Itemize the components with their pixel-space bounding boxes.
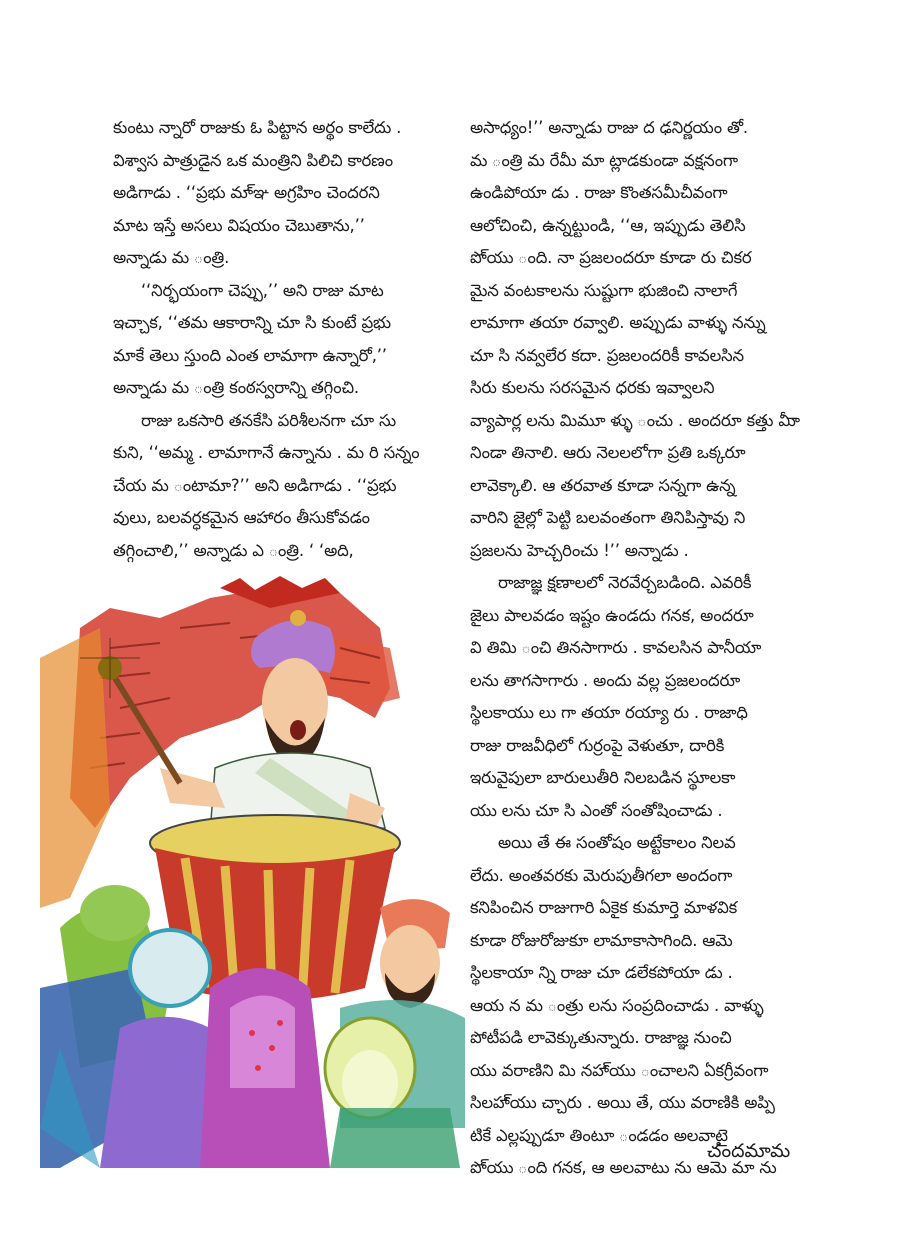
- text-line: రాజు ఒకసారి తనకేసి పరిశీలనగా చూ సు: [141, 410, 397, 430]
- text-line: అడిగాడు . ‘‘ప్రభు మా్ఞ అగ్రహిం చెందరని: [113, 183, 380, 202]
- text-line: లను తాగసాగారు . అందు వల్ల ప్రజలందరూ: [470, 670, 741, 690]
- text-line: ప్రజలను హెచ్చరించు !’’ అన్నాడు .: [470, 540, 689, 560]
- text-line: లేదు. అంతవరకు మెరుపుతీగలా అందంగా: [470, 865, 733, 885]
- text-line: యు లను చూ సి ఎంతో సంతోషించాడు .: [470, 800, 723, 820]
- paragraph-3: [113, 405, 455, 568]
- text-line: ఆలోచించి, ఉన్నట్టుండి, ‘‘ఆ, ఇప్పుడు తెలిసి: [470, 215, 746, 235]
- left-column: [113, 112, 455, 567]
- text-line: విశ్వాస పాత్రుడైన ఒక మంత్రిని పిలిచి కారణం: [113, 150, 393, 170]
- text-line: స్థిలకాయు లు గా తయా రయ్యా రు . రాజాధి: [470, 703, 748, 722]
- text-line: ఇరువైపులా బారులుతీరి నిలబడిన స్థూలకా: [470, 768, 736, 787]
- text-line: కుని, ‘‘అమ్మ . లామాగానే ఉన్నాను . మ రి సన్నం: [113, 443, 420, 462]
- text-line: పొ్యు ంది గనక, ఆ అలవాటు ను ఆమె మా ను: [470, 1158, 777, 1177]
- text-line: చూ సి నవ్వలేర కదా. ప్రజలందరికీ కావలసిన: [470, 345, 744, 365]
- magazine-name: చందమామ: [707, 1140, 791, 1162]
- text-line: నిండా తినాలి. ఆరు నెలలలోగా ప్రతి ఒక్కరూ: [470, 443, 746, 462]
- text-line: స్థిలకాయా న్ని రాజు చూ డలేకపోయా డు .: [470, 963, 733, 982]
- text-line: ఆయ న మ ంత్రు లను సంప్రదించాడు . వాళ్ళు: [470, 995, 764, 1015]
- right-column: [470, 112, 818, 1185]
- paragraph-2: [470, 567, 818, 827]
- text-line: అన్నాడు మ ంత్రి.: [113, 248, 230, 267]
- text-line: మాకే తెలు స్తుంది ఎంత లామాగా ఉన్నారో,’’: [113, 345, 387, 365]
- text-line: అసాధ్యం!’’ అన్నాడు రాజు ద ఢనిర్ణయం తో.: [470, 118, 748, 137]
- text-line: వ్యాపార్ల లను మిమూ ళ్ళు ంచు . అందరూ కత్తు మీా: [470, 410, 800, 430]
- text-line: తగ్గించాలి,’’ అన్నాడు ఎ ంత్రి. ‘ ‘అది,: [113, 540, 354, 560]
- text-line: కనిపించిన రాజుగారి ఏకైక కుమార్తె మాళవిక: [470, 898, 738, 917]
- text-line: టికే ఎల్లప్పుడూ తింటూ ండడం అలవాటై: [470, 1125, 728, 1145]
- text-line: మాట ఇస్తే అసలు విషయం చెబుతాను,’’: [113, 215, 365, 235]
- paragraph-1: [113, 112, 455, 275]
- text-line: సిరు కులను సరసమైన ధరకు ఇవ్వాలని: [470, 378, 715, 397]
- story-illustration: [40, 568, 465, 1188]
- text-line: వారిని జైల్లో పెట్టి బలవంతంగా తినిపిస్తావు ని: [470, 508, 746, 527]
- paragraph-3: [470, 827, 818, 1185]
- paragraph-2: [113, 275, 455, 405]
- text-line: వులు, బలవర్ధకమైన ఆహారం తీసుకోవడం: [113, 508, 370, 527]
- text-line: మ ంత్రి మ రేమీ మా ట్లాడకుండా వక్షనంగా: [470, 150, 738, 170]
- text-line: అయి తే ఈ సంతోషం అట్టేకాలం నిలవ: [498, 833, 736, 852]
- text-line: కుంటు న్నారో రాజుకు ఓ పిట్టాన అర్థం కాలేదు .: [113, 118, 402, 137]
- text-line: వి తిమి ంచి తినసాగారు . కావలసిన పానీయా: [470, 638, 762, 657]
- text-line: పోటీపడి లావెక్కుతున్నారు. రాజాజ్ఞ నుంచి: [470, 1028, 732, 1047]
- text-line: రాజాజ్ఞ క్షణాలలో నెరవేర్చబడింది. ఎవరికీ: [498, 573, 752, 592]
- text-line: యు వరాణిని మి నహా్యు ంచాలని ఏకగ్రీవంగా: [470, 1060, 769, 1080]
- text-line: అన్నాడు మ ంత్రి కంఠస్వరాన్ని తగ్గించి.: [113, 378, 359, 397]
- paragraph-1: [470, 112, 818, 567]
- text-line: జైలు పాలవడం ఇష్టం ఉండదు గనక, అందరూ: [470, 605, 754, 625]
- text-line: లామాగా తయా రవ్వాలి. అప్పుడు వాళ్ళు నన్ను: [470, 313, 766, 332]
- text-line: సిలహా్యు చ్చారు . అయి తే, యు వరాణికి అప్పి: [470, 1093, 775, 1112]
- text-line: కూడా రోజురోజుకూ లామాకాసాగింది. ఆమె: [470, 930, 733, 950]
- text-line: లావెక్కాలి. ఆ తరవాత కూడా సన్నగా ఉన్న: [470, 475, 736, 495]
- text-line: ‘‘నిర్భయంగా చెప్పు,’’ అని రాజు మాట: [141, 280, 384, 300]
- text-line: చేయ మ ంటామా?’’ అని అడిగాడు . ‘‘ప్రభు: [113, 475, 397, 495]
- text-line: పొ్యు ంది. నా ప్రజలందరూ కూడా రు చికర: [470, 248, 752, 267]
- text-line: రాజు రాజవీధిలో గుర్రంపై వెళుతూ, దారికి: [470, 735, 725, 755]
- text-line: ఇచ్చాక, ‘‘తమ ఆకారాన్ని చూ సి కుంటే ప్రభు: [113, 313, 391, 332]
- text-line: ఉండిపోయా డు . రాజు కొంతసమీచీవంగా: [470, 183, 728, 202]
- text-line: మైన వంటకాలను సుష్టుగా భుజించి నాలాగే: [470, 280, 738, 300]
